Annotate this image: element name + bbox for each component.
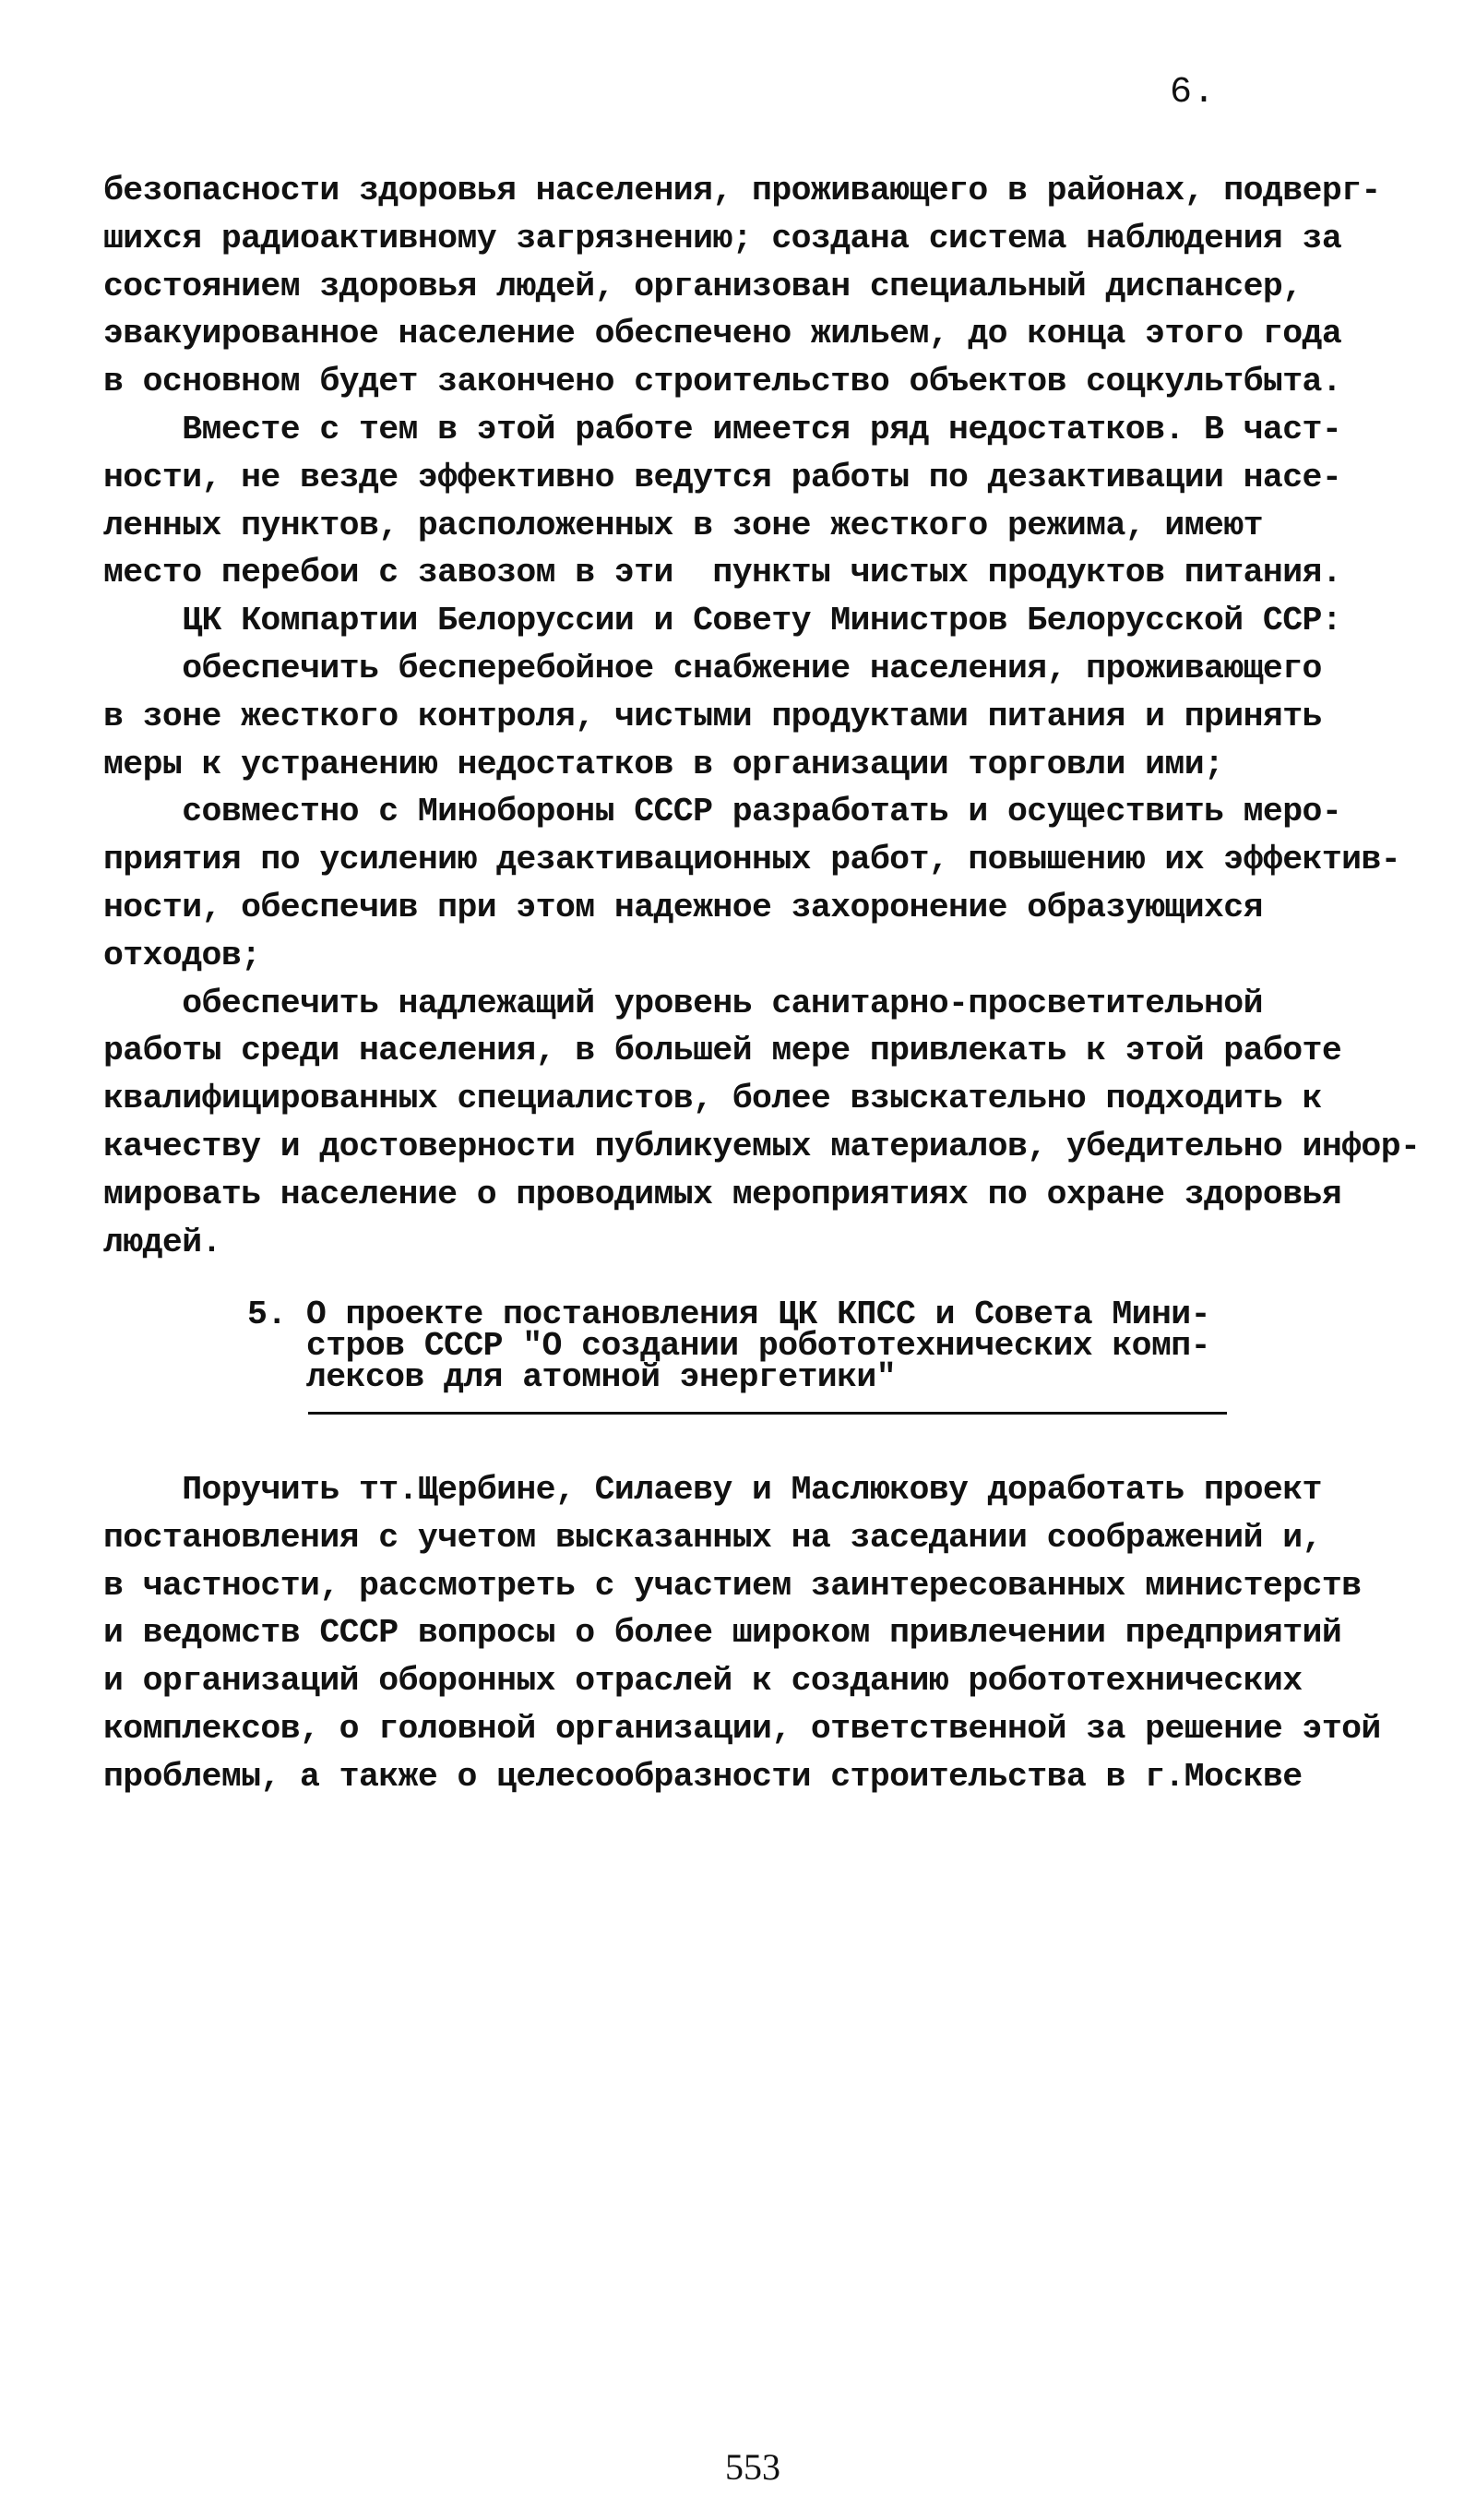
body-text-block-2 xyxy=(103,1466,1413,1801)
text-line: шихся радиоактивному загрязнению; создана система наблюдения за xyxy=(103,219,1342,257)
text-line: постановления с учетом высказанных на заседании соображений и, xyxy=(103,1518,1322,1557)
text-line: людей. xyxy=(103,1223,221,1261)
text-line: ности, обеспечив при этом надежное захоронение образующихся xyxy=(103,888,1263,926)
text-line: в частности, рассмотреть с участием заинтересованных министерств xyxy=(103,1566,1362,1605)
text-line: отходов; xyxy=(103,936,261,974)
page-number-top: 6. xyxy=(1170,72,1217,113)
section-5-heading xyxy=(247,1296,1225,1396)
heading-line: стров СССР "О создании робототехнических комп- xyxy=(247,1327,1210,1365)
text-line: и ведомств СССР вопросы о более широком привлечении предприятий xyxy=(103,1614,1342,1653)
text-line: в основном будет закончено строительство объектов соцкультбыта. xyxy=(103,363,1342,401)
heading-line: 5. О проекте постановления ЦК КПСС и Совета Мини- xyxy=(247,1296,1210,1333)
text-line: ЦК Компартии Белоруссии и Совету Министров Белорусской ССР: xyxy=(103,602,1342,640)
text-line: в зоне жесткого контроля, чистыми продуктами питания и принять xyxy=(103,697,1322,735)
text-line: приятия по усилению дезактивационных работ, повышению их эффектив- xyxy=(103,841,1401,879)
text-line: комплексов, о головной организации, ответственной за решение этой xyxy=(103,1709,1381,1748)
text-line: ленных пунктов, расположенных в зоне жесткого режима, имеют xyxy=(103,506,1263,544)
text-line: состоянием здоровья людей, организован специальный диспансер, xyxy=(103,267,1303,305)
text-line: эвакуированное население обеспечено жильем, до конца этого года xyxy=(103,315,1342,353)
heading-underline xyxy=(308,1412,1227,1415)
text-line: безопасности здоровья населения, проживающего в районах, подверг- xyxy=(103,172,1381,209)
body-text-block-1 xyxy=(103,167,1421,1266)
text-line: обеспечить бесперебойное снабжение населения, проживающего xyxy=(103,649,1322,687)
text-line: совместно с Минобороны СССР разработать и осуществить меро- xyxy=(103,793,1342,831)
text-line: квалифицированных специалистов, более взыскательно подходить к xyxy=(103,1080,1322,1118)
text-line: Поручить тт.Щербине, Силаеву и Маслюкову доработать проект xyxy=(103,1471,1322,1509)
page-number-bottom: 553 xyxy=(725,2446,780,2488)
text-line: Вместе с тем в этой работе имеется ряд недостатков. В част- xyxy=(103,410,1342,448)
text-line: ности, не везде эффективно ведутся работы по дезактивации насе- xyxy=(103,458,1342,496)
text-line: работы среди населения, в большей мере привлекать к этой работе xyxy=(103,1032,1342,1070)
heading-line: лексов для атомной энергетики" xyxy=(247,1358,897,1396)
text-line: качеству и достоверности публикуемых материалов, убедительно инфор- xyxy=(103,1127,1421,1165)
text-line: мировать население о проводимых мероприятиях по охране здоровья xyxy=(103,1175,1342,1213)
text-line: обеспечить надлежащий уровень санитарно-просветительной xyxy=(103,984,1263,1022)
text-line: место перебои с завозом в эти пункты чистых продуктов питания. xyxy=(103,554,1342,592)
text-line: проблемы, а также о целесообразности строительства в г.Москве xyxy=(103,1757,1303,1796)
text-line: и организаций оборонных отраслей к созданию робототехнических xyxy=(103,1662,1303,1701)
text-line: меры к устранению недостатков в организации торговли ими; xyxy=(103,745,1224,783)
